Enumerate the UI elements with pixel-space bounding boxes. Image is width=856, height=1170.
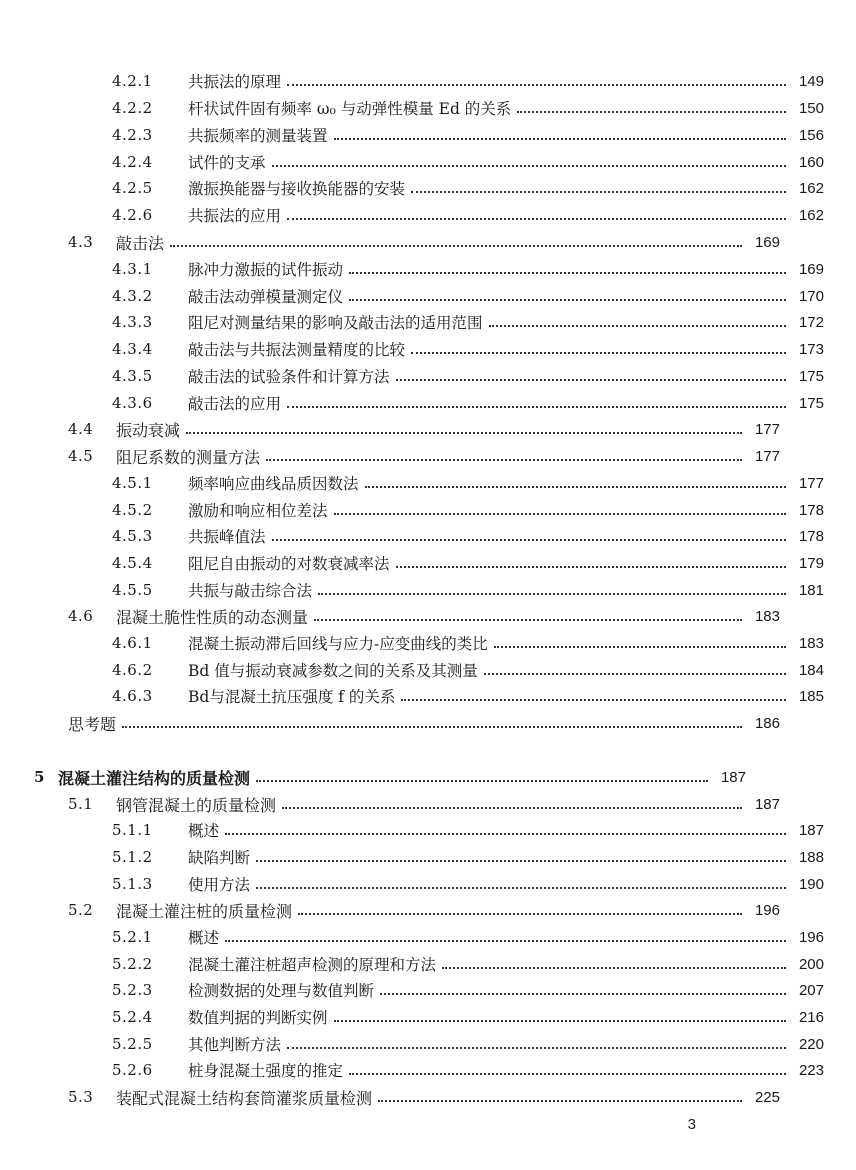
dot-leader — [298, 912, 742, 915]
toc-entry — [0, 924, 856, 950]
toc-entry-number: 4.6 — [68, 607, 94, 625]
toc-entry-page: 170 — [798, 287, 824, 305]
dot-leader — [349, 1072, 786, 1075]
toc-entry-number: 4.2.5 — [112, 179, 153, 197]
toc-entry-page: 183 — [754, 607, 780, 625]
toc-entry-number: 4.3.6 — [112, 394, 153, 412]
toc-entry-page: 172 — [798, 313, 824, 331]
toc-entry-number: 4.3.1 — [112, 260, 153, 278]
toc-entry-page: 162 — [798, 206, 824, 224]
toc-entry-title: Bd与混凝土抗压强度 f 的关系 — [188, 688, 396, 706]
dot-leader — [314, 618, 742, 621]
toc-entry-title: 共振法的原理 — [188, 73, 282, 91]
toc-entry — [0, 710, 812, 736]
dot-leader — [411, 351, 786, 354]
toc-entry-number: 5.2.2 — [112, 955, 153, 973]
toc-entry — [0, 122, 856, 148]
toc-entry-page: 185 — [798, 687, 824, 705]
dot-leader — [401, 698, 786, 701]
toc-entry-title: 共振与敲击综合法 — [188, 582, 313, 600]
toc-entry — [0, 95, 856, 121]
toc-entry-page: 187 — [720, 768, 746, 786]
dot-leader — [396, 378, 786, 381]
toc-entry-page: 169 — [754, 233, 780, 251]
toc-entry-title: 数值判据的判断实例 — [188, 1009, 328, 1027]
toc-entry — [0, 951, 856, 977]
toc-entry — [0, 443, 812, 469]
toc-entry-number: 4.6.1 — [112, 634, 153, 652]
toc-entry-page: 220 — [798, 1035, 824, 1053]
toc-entry-title: 概述 — [188, 822, 220, 840]
toc-entry-number: 5.2 — [68, 901, 94, 919]
toc-entry — [0, 791, 812, 817]
toc-entry-title: 概述 — [188, 929, 220, 947]
toc-entry-title: 缺陷判断 — [188, 849, 251, 867]
toc-entry-title: 敲击法的应用 — [188, 395, 282, 413]
toc-entry-title: Bd 值与振动衰减参数之间的关系及其测量 — [188, 662, 478, 680]
dot-leader — [484, 672, 786, 675]
dot-leader — [266, 458, 742, 461]
toc-entry-page: 175 — [798, 394, 824, 412]
toc-entry-page: 186 — [754, 714, 780, 732]
toc-entry-number: 5.2.1 — [112, 928, 153, 946]
toc-entry-page: 150 — [798, 99, 824, 117]
toc-entry-number: 5.1.1 — [112, 821, 153, 839]
toc-entry-title: 共振法的应用 — [188, 207, 282, 225]
toc-entry — [0, 149, 856, 175]
toc-entry — [0, 630, 856, 656]
toc-entry-title: 检测数据的处理与数值判断 — [188, 982, 375, 1000]
toc-entry-page: 173 — [798, 340, 824, 358]
dot-leader — [378, 1099, 742, 1102]
toc-entry — [0, 256, 856, 282]
toc-entry-number: 5.1 — [68, 795, 94, 813]
toc-entry-title: 共振峰值法 — [188, 528, 266, 546]
toc-entry — [0, 977, 856, 1003]
toc-entry-page: 196 — [798, 928, 824, 946]
dot-leader — [334, 137, 786, 140]
toc-entry-page: 178 — [798, 527, 824, 545]
toc-entry-number: 4.4 — [68, 420, 94, 438]
dot-leader — [170, 244, 742, 247]
toc-entry-title: 敲击法与共振法测量精度的比较 — [188, 341, 406, 359]
dot-leader — [517, 110, 786, 113]
dot-leader — [380, 992, 786, 995]
toc-entry-number: 5.1.2 — [112, 848, 153, 866]
dot-leader — [365, 485, 786, 488]
toc-entry — [0, 283, 856, 309]
dot-leader — [256, 859, 786, 862]
toc-entry-number: 4.5 — [68, 447, 94, 465]
toc-entry-number: 4.2.2 — [112, 99, 153, 117]
toc-entry-title: 敲击法 — [116, 233, 165, 253]
toc-entry-number: 5 — [34, 768, 45, 786]
toc-entry-number: 4.2.3 — [112, 126, 153, 144]
dot-leader — [349, 271, 786, 274]
toc-entry-title: 阻尼自由振动的对数衰减率法 — [188, 555, 390, 573]
dot-leader — [349, 298, 786, 301]
toc-entry-number: 4.2.1 — [112, 72, 153, 90]
toc-entry-title: 桩身混凝土强度的推定 — [188, 1062, 344, 1080]
toc-entry-page: 179 — [798, 554, 824, 572]
toc-entry-title: 使用方法 — [188, 876, 251, 894]
toc-entry-number: 4.2.6 — [112, 206, 153, 224]
toc-entry-title: 振动衰减 — [116, 420, 181, 440]
toc-entry-page: 200 — [798, 955, 824, 973]
toc-entry-page: 181 — [798, 581, 824, 599]
toc-entry — [0, 336, 856, 362]
toc-entry — [0, 416, 812, 442]
toc-entry-title: 频率响应曲线品质因数法 — [188, 475, 359, 493]
toc-entry — [0, 229, 812, 255]
toc-entry — [0, 202, 856, 228]
toc-entry — [0, 764, 778, 790]
dot-leader — [256, 886, 786, 889]
toc-entry-page: 207 — [798, 981, 824, 999]
toc-entry-number: 4.3.3 — [112, 313, 153, 331]
dot-leader — [489, 324, 786, 327]
dot-leader — [225, 939, 786, 942]
toc-entry-page: 188 — [798, 848, 824, 866]
toc-entry-page: 177 — [798, 474, 824, 492]
dot-leader — [282, 806, 742, 809]
toc-entry-title: 混凝土灌注桩超声检测的原理和方法 — [188, 956, 437, 974]
toc-entry-page: 183 — [798, 634, 824, 652]
toc-entry-title: 敲击法动弹模量测定仪 — [188, 288, 344, 306]
dot-leader — [287, 1046, 786, 1049]
toc-entry — [0, 577, 856, 603]
toc-entry-title: 思考题 — [68, 714, 117, 734]
toc-entry-number: 4.5.5 — [112, 581, 153, 599]
toc-entry-number: 5.2.6 — [112, 1061, 153, 1079]
toc-entry — [0, 470, 856, 496]
toc-entry-page: 216 — [798, 1008, 824, 1026]
toc-entry — [0, 1084, 812, 1110]
toc-entry — [0, 497, 856, 523]
toc-entry-title: 试件的支承 — [188, 154, 266, 172]
toc-entry-title: 敲击法的试验条件和计算方法 — [188, 368, 390, 386]
dot-leader — [334, 512, 786, 515]
toc-entry-page: 175 — [798, 367, 824, 385]
toc-entry-page: 177 — [754, 420, 780, 438]
toc-entry-page: 156 — [798, 126, 824, 144]
page-number: 3 — [687, 1116, 696, 1133]
toc-entry-page: 196 — [754, 901, 780, 919]
toc-entry — [0, 1057, 856, 1083]
dot-leader — [411, 190, 786, 193]
toc-entry-title: 脉冲力激振的试件振动 — [188, 261, 344, 279]
toc-entry-number: 5.2.5 — [112, 1035, 153, 1053]
toc-entry — [0, 363, 856, 389]
toc-entry-title: 混凝土灌注结构的质量检测 — [58, 768, 251, 788]
toc-entry-title: 共振频率的测量装置 — [188, 127, 328, 145]
dot-leader — [494, 645, 786, 648]
dot-leader — [186, 431, 742, 434]
toc-entry-number: 5.3 — [68, 1088, 94, 1106]
toc-entry-number: 4.5.2 — [112, 501, 153, 519]
toc-entry — [0, 309, 856, 335]
dot-leader — [287, 217, 786, 220]
toc-entry-title: 混凝土脆性性质的动态测量 — [116, 607, 309, 627]
dot-leader — [287, 405, 786, 408]
toc-entry-number: 4.5.4 — [112, 554, 153, 572]
dot-leader — [287, 83, 786, 86]
toc-entry-number: 4.6.2 — [112, 661, 153, 679]
toc-entry-number: 4.5.1 — [112, 474, 153, 492]
toc-entry-title: 混凝土振动滞后回线与应力-应变曲线的类比 — [188, 635, 488, 653]
toc-entry-number: 4.5.3 — [112, 527, 153, 545]
toc-entry-number: 4.2.4 — [112, 153, 153, 171]
toc-entry-title: 阻尼对测量结果的影响及敲击法的适用范围 — [188, 314, 483, 332]
toc-entry-page: 184 — [798, 661, 824, 679]
toc-entry-page: 225 — [754, 1088, 780, 1106]
toc-entry — [0, 897, 812, 923]
toc-entry — [0, 871, 856, 897]
toc-entry-title: 装配式混凝土结构套筒灌浆质量检测 — [116, 1088, 373, 1108]
toc-entry-page: 162 — [798, 179, 824, 197]
toc-entry — [0, 817, 856, 843]
dot-leader — [442, 966, 786, 969]
dot-leader — [256, 779, 708, 782]
toc-entry-number: 4.6.3 — [112, 687, 153, 705]
toc-entry — [0, 523, 856, 549]
toc-entry — [0, 844, 856, 870]
toc-entry-title: 激振换能器与接收换能器的安装 — [188, 180, 406, 198]
toc-entry-number: 4.3 — [68, 233, 94, 251]
toc-entry-number: 5.2.3 — [112, 981, 153, 999]
dot-leader — [122, 725, 742, 728]
toc-entry-page: 187 — [798, 821, 824, 839]
toc-entry-number: 4.3.2 — [112, 287, 153, 305]
toc-entry-number: 4.3.4 — [112, 340, 153, 358]
toc-entry-page: 149 — [798, 72, 824, 90]
toc-entry-title: 激励和响应相位差法 — [188, 502, 328, 520]
toc-entry-page: 190 — [798, 875, 824, 893]
toc-entry-title: 阻尼系数的测量方法 — [116, 447, 261, 467]
toc-entry-title: 混凝土灌注桩的质量检测 — [116, 901, 293, 921]
dot-leader — [272, 538, 786, 541]
dot-leader — [318, 592, 786, 595]
toc-entry — [0, 683, 856, 709]
dot-leader — [396, 565, 786, 568]
toc-entry-page: 223 — [798, 1061, 824, 1079]
toc-entry — [0, 603, 812, 629]
toc-entry — [0, 390, 856, 416]
toc-entry — [0, 175, 856, 201]
toc-entry-number: 5.1.3 — [112, 875, 153, 893]
toc-entry — [0, 1004, 856, 1030]
toc-entry-title: 钢管混凝土的质量检测 — [116, 795, 277, 815]
toc-entry-number: 5.2.4 — [112, 1008, 153, 1026]
toc-entry — [0, 1031, 856, 1057]
dot-leader — [334, 1019, 786, 1022]
toc-entry-page: 177 — [754, 447, 780, 465]
toc-entry-page: 169 — [798, 260, 824, 278]
toc-entry — [0, 550, 856, 576]
dot-leader — [225, 832, 786, 835]
toc-entry-title: 杆状试件固有频率 ω₀ 与动弹性模量 Ed 的关系 — [188, 100, 512, 118]
toc-entry-number: 4.3.5 — [112, 367, 153, 385]
toc-entry-page: 160 — [798, 153, 824, 171]
toc-entry-page: 178 — [798, 501, 824, 519]
toc-entry — [0, 657, 856, 683]
toc-entry-title: 其他判断方法 — [188, 1036, 282, 1054]
dot-leader — [272, 164, 786, 167]
toc-entry — [0, 68, 856, 94]
toc-entry-page: 187 — [754, 795, 780, 813]
